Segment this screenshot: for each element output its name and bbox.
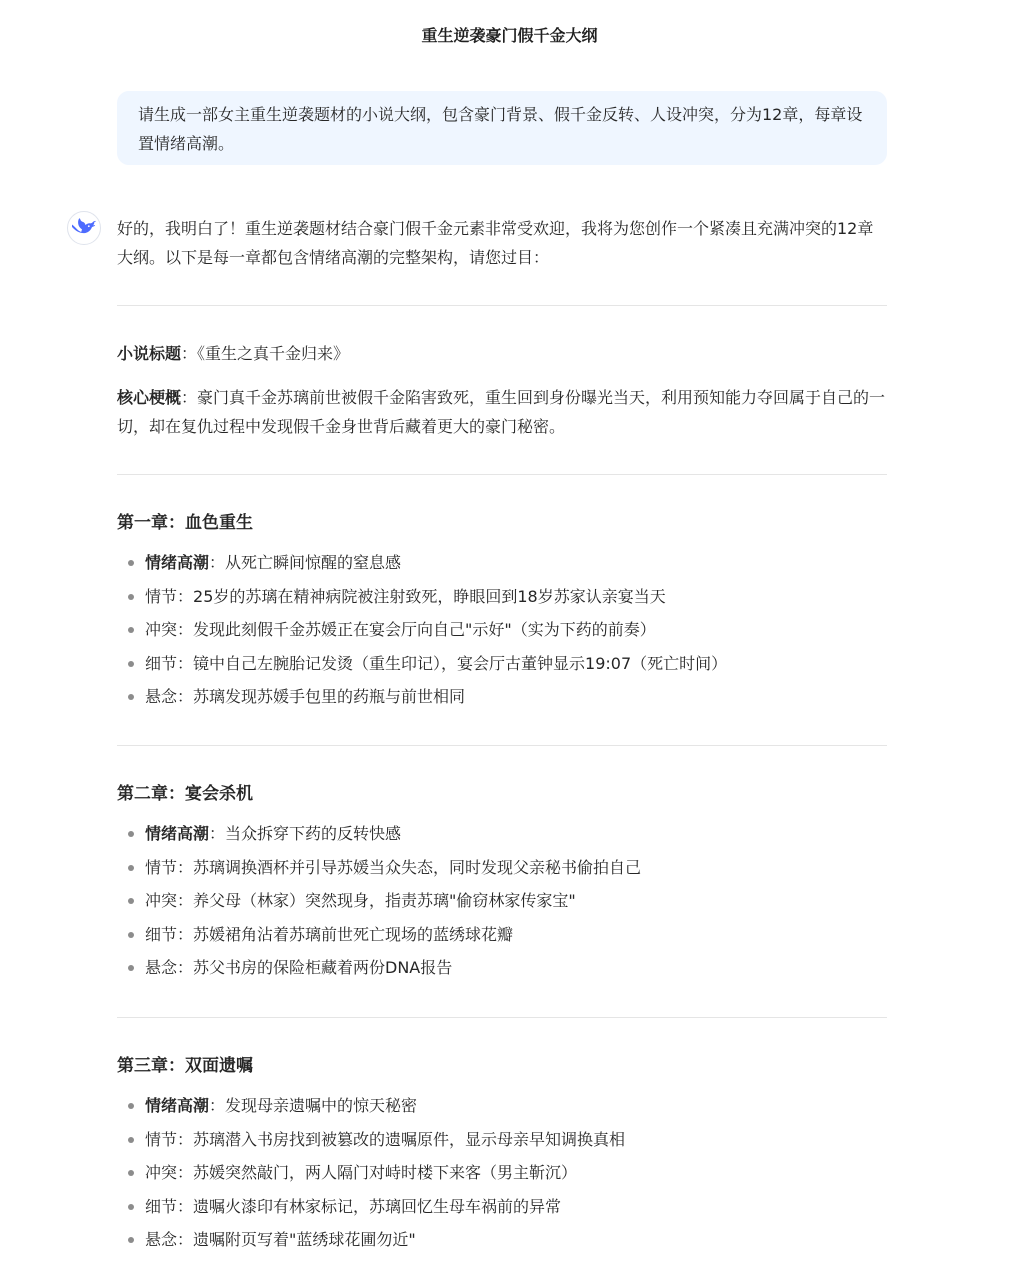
bullet-icon	[128, 898, 134, 904]
item-label: 情节	[145, 1129, 178, 1149]
item-text: ：镜中自己左腕胎记发烫（重生印记），宴会厅古董钟显示19:07（死亡时间）	[177, 653, 728, 673]
bullet-icon	[128, 1103, 134, 1109]
novel-title-value: ：《重生之真千金归来》	[181, 344, 350, 363]
core-label: 核心梗概	[117, 388, 182, 407]
page-title: 重生逆袭豪门假千金大纲	[421, 26, 598, 45]
item-text: ：遗嘱火漆印有林家标记，苏璃回忆生母车祸前的异常	[177, 1196, 562, 1216]
whale-logo-icon	[72, 218, 96, 238]
list-item	[117, 647, 887, 681]
chapter-list	[117, 817, 887, 985]
item-text: ：发现母亲遗嘱中的惊天秘密	[209, 1096, 418, 1115]
list-item	[117, 1223, 887, 1257]
chapter-list	[117, 546, 887, 714]
item-text: ：苏媛突然敲门，两人隔门对峙时楼下来客（男主靳沉）	[177, 1163, 578, 1182]
novel-meta	[117, 339, 887, 441]
list-item	[117, 680, 887, 714]
chapter-section	[117, 1054, 887, 1257]
item-text: ：苏媛裙角沾着苏璃前世死亡现场的蓝绣球花瓣	[177, 924, 514, 944]
chapter-heading: 第二章：宴会杀机	[117, 784, 253, 804]
item-text: ：苏父书房的保险柜藏着两份DNA报告	[177, 958, 453, 977]
list-item	[117, 1089, 887, 1123]
divider	[117, 474, 887, 475]
item-text: ：苏璃潜入书房找到被篡改的遗嘱原件，显示母亲早知调换真相	[177, 1129, 626, 1149]
item-label: 悬念	[145, 958, 178, 977]
core-value: ：豪门真千金苏璃前世被假千金陷害致死，重生回到身份曝光当天，利用预知能力夺回属于自己的一切，却在复仇过程中发现假千金身世背后藏着更大的豪门秘密。	[117, 388, 886, 436]
item-label: 情节	[145, 586, 178, 606]
bullet-icon	[128, 594, 134, 600]
item-text: ：遗嘱附页写着"蓝绣球花圃勿近"	[177, 1230, 416, 1249]
list-item	[117, 1190, 887, 1224]
item-text: ：从死亡瞬间惊醒的窒息感	[209, 553, 402, 572]
item-label: 情绪高潮	[145, 824, 210, 843]
list-item	[117, 1156, 887, 1190]
bullet-icon	[128, 965, 134, 971]
list-item	[117, 546, 887, 580]
divider	[117, 305, 887, 306]
item-text: ：发现此刻假千金苏媛正在宴会厅向自己"示好"（实为下药的前奏）	[177, 620, 656, 639]
bullet-icon	[128, 661, 134, 667]
item-label: 情绪高潮	[145, 553, 210, 572]
list-item	[117, 817, 887, 851]
bullet-icon	[128, 1204, 134, 1210]
item-label: 情节	[145, 857, 178, 877]
bullet-icon	[128, 831, 134, 837]
novel-title-label: 小说标题	[117, 344, 182, 363]
list-item	[117, 918, 887, 952]
list-item	[117, 580, 887, 614]
list-item	[117, 951, 887, 985]
item-text: ：25岁的苏璃在精神病院被注射致死，睁眼回到18岁苏家认亲宴当天	[177, 586, 666, 606]
bullet-icon	[128, 1237, 134, 1243]
bullet-icon	[128, 1170, 134, 1176]
user-message-bubble: 请生成一部女主重生逆袭题材的小说大纲，包含豪门背景、假千金反转、人设冲突，分为12章，每章设置情绪高潮。	[117, 91, 887, 165]
novel-title-line	[117, 339, 887, 368]
chapter-heading: 第三章：双面遗嘱	[117, 1056, 253, 1076]
chapter-section	[117, 511, 887, 714]
list-item	[117, 851, 887, 885]
list-item	[117, 884, 887, 918]
item-text: ：苏璃调换酒杯并引导苏媛当众失态，同时发现父亲秘书偷拍自己	[177, 857, 642, 877]
item-label: 悬念	[145, 687, 178, 706]
list-item	[117, 1123, 887, 1157]
assistant-intro: 好的，我明白了！重生逆袭题材结合豪门假千金元素非常受欢迎，我将为您创作一个紧凑且充满冲突的12章大纲。以下是每一章都包含情绪高潮的完整架构，请您过目：	[117, 219, 874, 267]
bullet-icon	[128, 1137, 134, 1143]
chapter-heading: 第一章：血色重生	[117, 513, 253, 533]
bullet-icon	[128, 560, 134, 566]
core-synopsis	[117, 383, 887, 441]
chapter-list	[117, 1089, 887, 1257]
chapter-section	[117, 782, 887, 985]
list-item	[117, 613, 887, 647]
assistant-avatar	[67, 211, 101, 245]
item-label: 悬念	[145, 1230, 178, 1249]
item-label: 细节	[145, 653, 178, 673]
item-label: 细节	[145, 924, 178, 944]
divider	[117, 745, 887, 746]
divider	[117, 1017, 887, 1018]
item-label: 冲突	[145, 891, 178, 910]
item-label: 细节	[145, 1196, 178, 1216]
bullet-icon	[128, 627, 134, 633]
bullet-icon	[128, 865, 134, 871]
item-text: ：苏璃发现苏媛手包里的药瓶与前世相同	[177, 687, 466, 706]
bullet-icon	[128, 694, 134, 700]
bullet-icon	[128, 932, 134, 938]
item-label: 冲突	[145, 620, 178, 639]
item-label: 情绪高潮	[145, 1096, 210, 1115]
item-text: ：养父母（林家）突然现身，指责苏璃"偷窃林家传家宝"	[177, 891, 576, 910]
item-label: 冲突	[145, 1163, 178, 1182]
item-text: ：当众拆穿下药的反转快感	[209, 824, 402, 843]
